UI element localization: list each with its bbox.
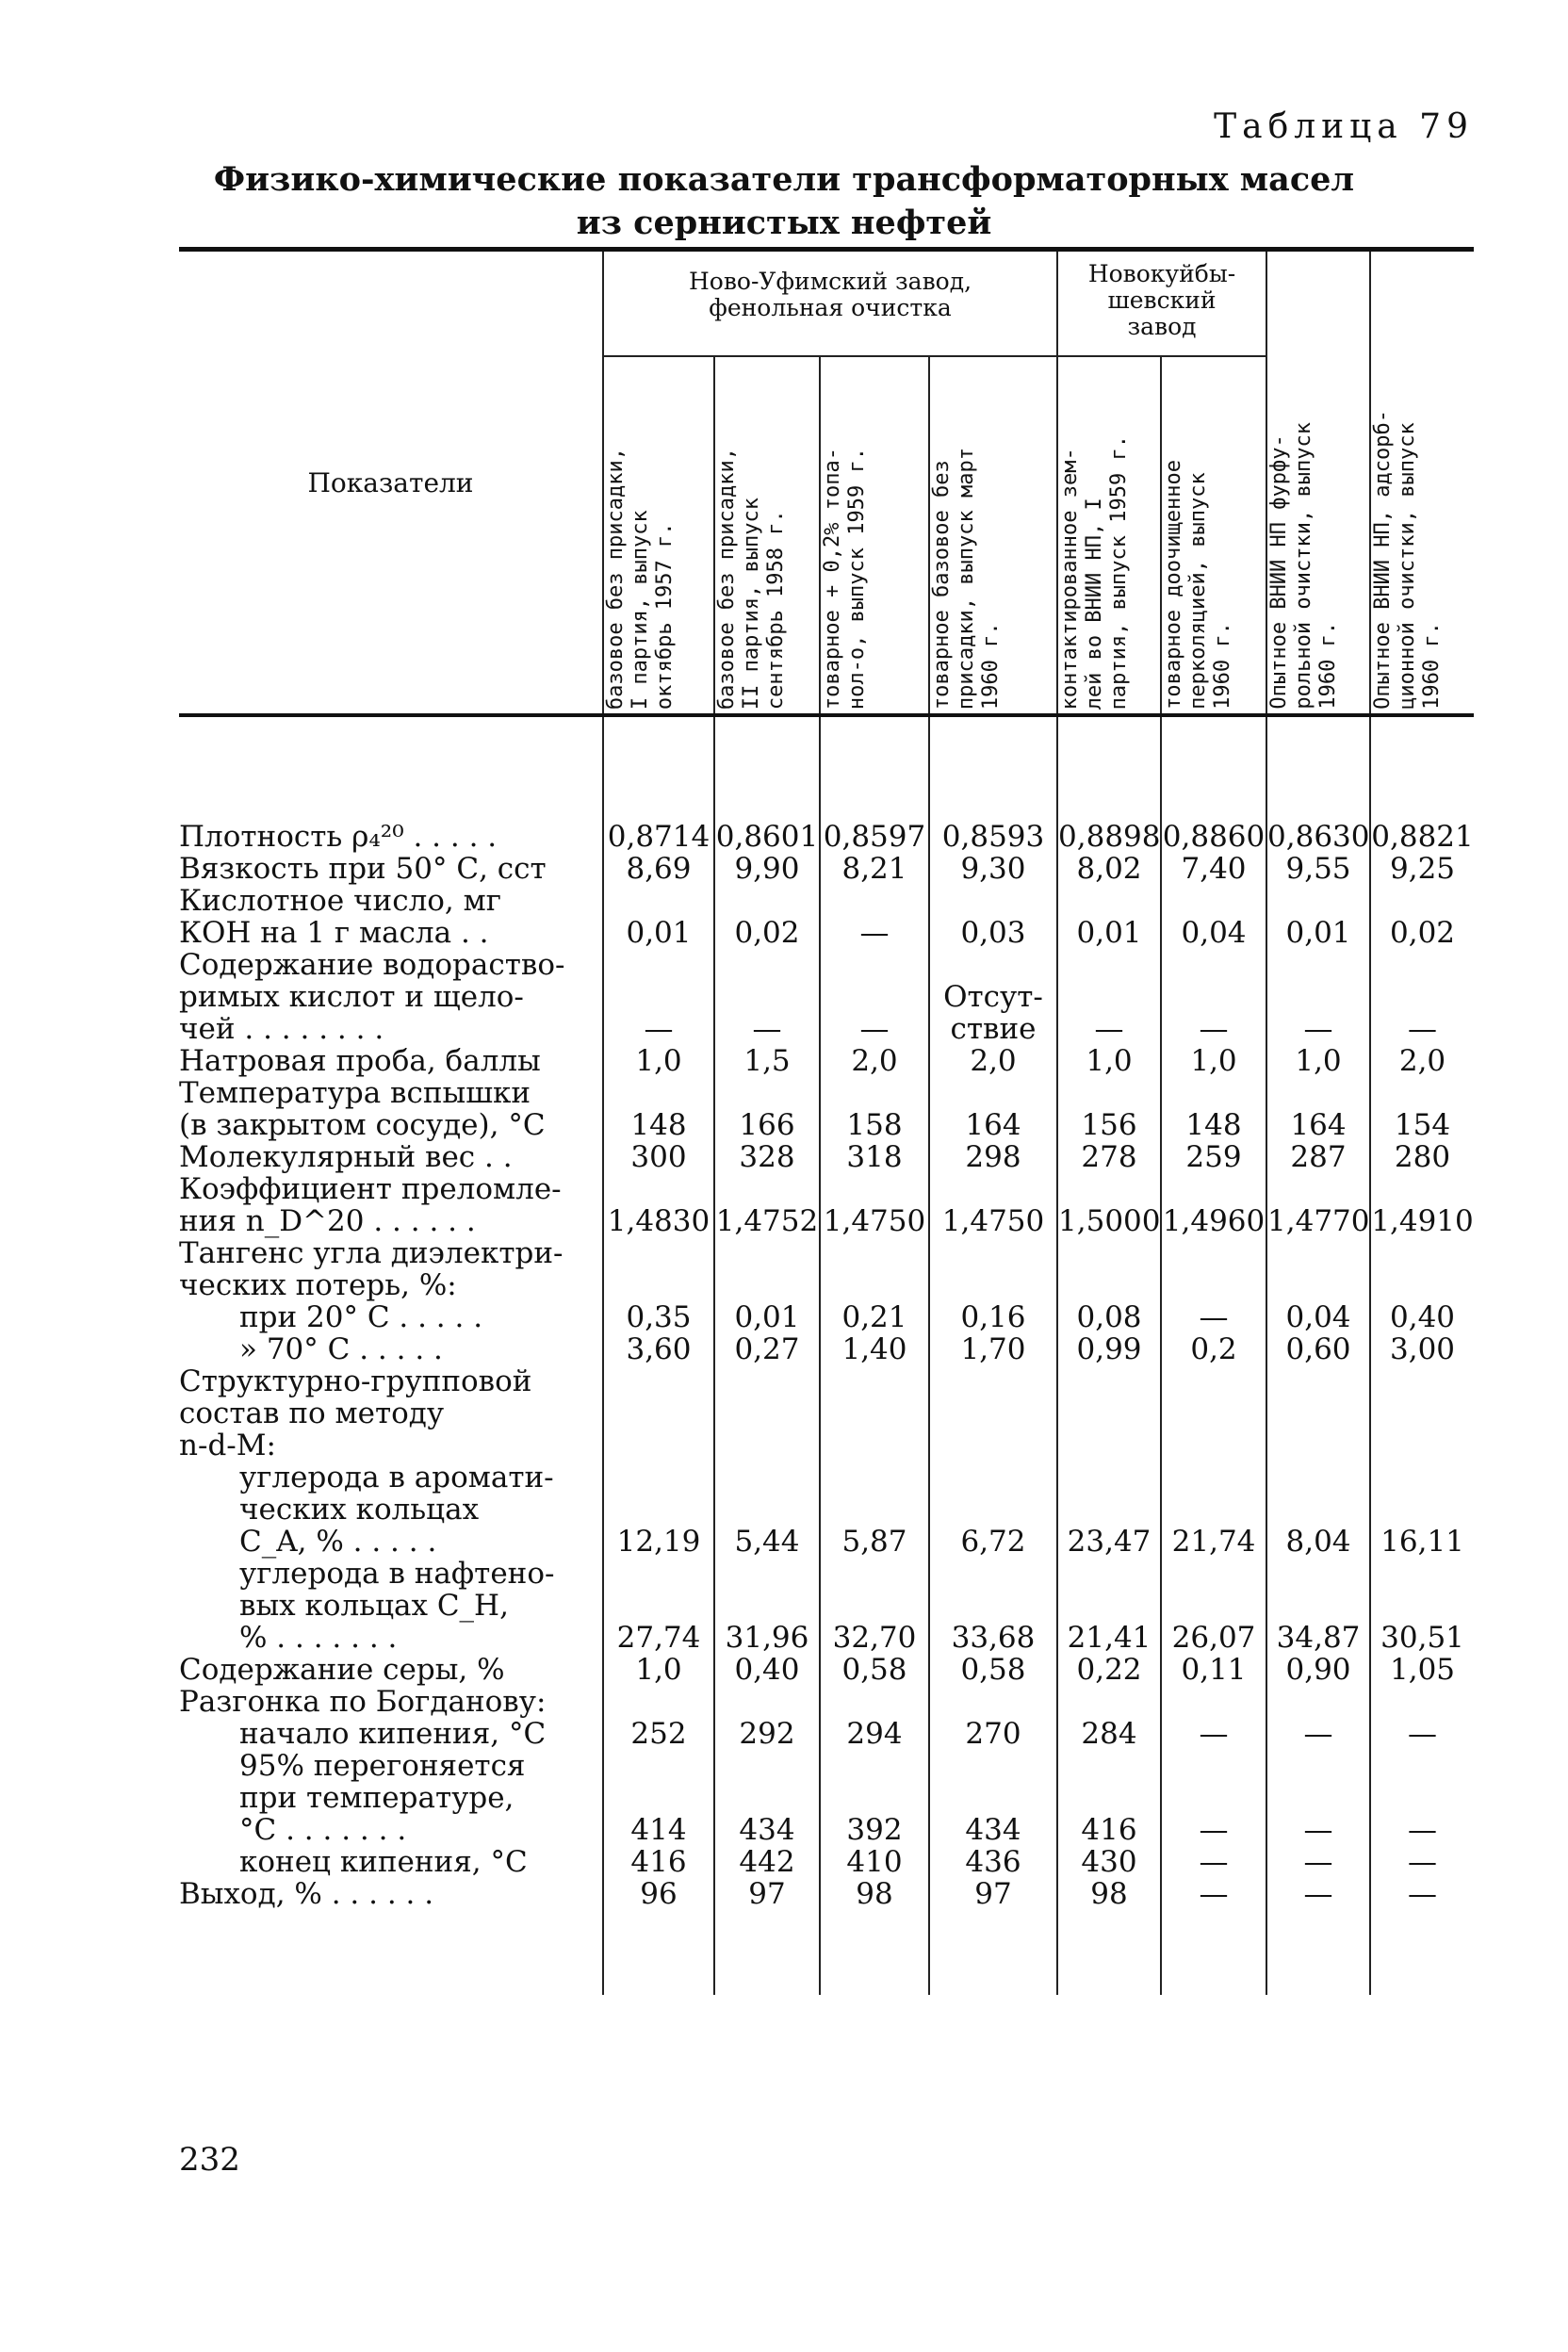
table-row [179, 821, 1474, 853]
cell-col-5: 284 [1057, 1686, 1161, 1750]
table-row [179, 1237, 1474, 1333]
cell-col-4: 33,68 [929, 1558, 1057, 1654]
row-label-line: » 70° С . . . . . [239, 1332, 443, 1366]
cell-col-4: 1,4750 [929, 1173, 1057, 1237]
cell-col-5: — [1057, 949, 1161, 1045]
title-line-2: из сернистых нефтей [576, 204, 992, 242]
row-label-line: Плотность ρ₄²⁰ . . . . . [179, 820, 498, 854]
cell-col-6: 0,8860 [1162, 820, 1266, 854]
cell-col-7: 9,55 [1266, 853, 1370, 885]
row-label [179, 1558, 603, 1654]
cell-col-7: — [1266, 1686, 1370, 1750]
cell-col-1: 96 [603, 1878, 714, 1910]
cell-col-8: 0,02 [1370, 885, 1474, 949]
table-row [179, 1045, 1474, 1077]
cell-col-1: 416 [603, 1846, 714, 1878]
row-label-line: Содержание серы, % [179, 1653, 505, 1687]
cell-col-4: 6,72 [929, 1462, 1057, 1558]
cell-col-2: 0,40 [714, 1654, 820, 1686]
title-line-1: Физико-химические показатели трансформаторных масел [213, 160, 1355, 199]
cell-col-8: 2,0 [1370, 1045, 1474, 1077]
row-label-line: % . . . . . . . [239, 1621, 398, 1655]
row-label [179, 949, 603, 1045]
cell-col-8: 9,25 [1370, 853, 1474, 885]
row-label [179, 1365, 603, 1462]
cell-col-7: — [1266, 1846, 1370, 1878]
row-label-line: 95% перегоняется [239, 1749, 526, 1783]
row-label-line: Вязкость при 50° С, сст [179, 852, 547, 886]
row-label [179, 1045, 603, 1077]
cell-col-6: — [1161, 1750, 1266, 1846]
cell-col-3: 410 [820, 1846, 929, 1878]
header-col-6: товарное доочищенное перколяцией, выпуск 1960 г. [1161, 356, 1266, 715]
row-label-line: начало кипения, °С [239, 1717, 547, 1751]
row-label-line: состав по методу [179, 1396, 445, 1430]
cell-col-5: 278 [1057, 1141, 1161, 1173]
cell-col-4: 0,16 [929, 1237, 1057, 1333]
table-row [179, 1686, 1474, 1750]
cell-col-5: 416 [1057, 1750, 1161, 1846]
cell-col-1: 0,35 [603, 1237, 714, 1333]
cell-col-5: 98 [1057, 1878, 1161, 1910]
cell-col-2: 0,02 [714, 885, 820, 949]
cell-col-2: 1,4752 [714, 1173, 820, 1237]
row-label-line: Тангенс угла диэлектри- [179, 1236, 564, 1270]
row-label-line: n-d-M: [179, 1429, 276, 1462]
cell-col-2 [714, 1365, 820, 1462]
cell-col-3: 8,21 [820, 853, 929, 885]
cell-col-1: 148 [603, 1077, 714, 1141]
row-label-line: Коэффициент преломле- [179, 1172, 562, 1206]
cell-col-6: — [1161, 1686, 1266, 1750]
table-row [179, 1141, 1474, 1173]
row-label-line: при температуре, [239, 1781, 514, 1815]
cell-col-2: 434 [714, 1750, 820, 1846]
cell-col-6: 1,4960 [1161, 1173, 1266, 1237]
row-label-line: Молекулярный вес . . [179, 1140, 513, 1174]
cell-col-4: 270 [929, 1686, 1057, 1750]
cell-col-1: 1,4830 [603, 1173, 714, 1237]
cell-col-8: 280 [1370, 1141, 1474, 1173]
cell-col-5: 0,08 [1057, 1237, 1161, 1333]
cell-col-8: 1,4910 [1370, 1173, 1474, 1237]
row-label [179, 1173, 603, 1237]
data-table [179, 247, 1474, 1995]
cell-col-7: 0,90 [1266, 1654, 1370, 1686]
cell-col-5: 0,22 [1057, 1654, 1161, 1686]
cell-col-5: 8,02 [1057, 853, 1161, 885]
cell-col-4: 2,0 [929, 1045, 1057, 1077]
cell-col-7: — [1266, 949, 1370, 1045]
header-col-7: Опытное ВНИИ НП фурфу- рольной очистки, выпуск 1960 г. [1266, 250, 1370, 716]
cell-col-7 [1266, 1365, 1370, 1462]
cell-col-2: 328 [714, 1141, 820, 1173]
cell-col-8: 154 [1370, 1077, 1474, 1141]
cell-col-4: 0,8593 [929, 821, 1057, 853]
cell-col-5: 1,0 [1057, 1045, 1161, 1077]
row-label [179, 821, 603, 853]
row-label-line: ческих потерь, %: [179, 1268, 457, 1302]
cell-col-4: Отсут- ствие [929, 949, 1057, 1045]
row-label [179, 853, 603, 885]
cell-col-8: 16,11 [1370, 1462, 1474, 1558]
cell-col-2: 97 [714, 1878, 820, 1910]
cell-col-3: 0,8597 [820, 821, 929, 853]
row-label [179, 1686, 603, 1750]
row-label-line: римых кислот и щело- [179, 980, 524, 1014]
cell-col-2: 442 [714, 1846, 820, 1878]
cell-col-8: — [1370, 1686, 1474, 1750]
cell-col-1: 0,8714 [603, 821, 714, 853]
cell-col-4: 9,30 [929, 853, 1057, 885]
cell-col-8: 3,00 [1370, 1333, 1474, 1365]
header-col-1: базовое без присадки, I партия, выпуск октябрь 1957 г. [603, 356, 714, 715]
cell-col-7: 0,60 [1266, 1333, 1370, 1365]
row-label [179, 1654, 603, 1686]
cell-col-4: 434 [929, 1750, 1057, 1846]
row-label [179, 1077, 603, 1141]
cell-col-3: 2,0 [820, 1045, 929, 1077]
cell-col-3 [820, 1365, 929, 1462]
row-label-line: Разгонка по Богданову: [179, 1685, 547, 1719]
row-label-line: при 20° С . . . . . [239, 1300, 483, 1334]
cell-col-7: 1,0 [1266, 1045, 1370, 1077]
row-label-line: Кислотное число, мг [179, 884, 501, 918]
cell-col-8: 0,8821 [1371, 820, 1474, 854]
row-label-line: С_A, % . . . . . [239, 1525, 437, 1559]
cell-col-5 [1057, 1365, 1161, 1462]
header-col-2: базовое без присадки, II партия, выпуск сентябрь 1958 г. [714, 356, 820, 715]
row-label [179, 1333, 603, 1365]
row-label-line: конец кипения, °С [239, 1845, 528, 1879]
cell-col-2: 5,44 [714, 1462, 820, 1558]
cell-col-4: 97 [929, 1878, 1057, 1910]
cell-col-5: 0,8898 [1058, 820, 1161, 854]
table-row [179, 1654, 1474, 1686]
header-col-3: товарное + 0,2% топа- нол-о, выпуск 1959 г. [820, 356, 929, 715]
row-label-line: ния n_D^20 . . . . . . [179, 1204, 476, 1238]
row-label-line: Структурно-групповой [179, 1364, 532, 1398]
cell-col-2: — [714, 949, 820, 1045]
table-row [179, 1077, 1474, 1141]
table-row [179, 949, 1474, 1045]
cell-col-1 [603, 1365, 714, 1462]
cell-col-6: — [1161, 1846, 1266, 1878]
table-row [179, 1878, 1474, 1910]
cell-col-8 [1370, 1365, 1474, 1462]
cell-col-4 [929, 1365, 1057, 1462]
row-label-line: Выход, % . . . . . . [179, 1877, 434, 1911]
cell-col-5: 156 [1057, 1077, 1161, 1141]
row-label-line: Температура вспышки [179, 1076, 531, 1110]
cell-col-7: 164 [1266, 1077, 1370, 1141]
cell-col-1: 3,60 [603, 1333, 714, 1365]
cell-col-3: 392 [820, 1750, 929, 1846]
row-label-line: (в закрытом сосуде), °С [179, 1108, 546, 1142]
cell-col-2: 9,90 [714, 853, 820, 885]
row-label-line: вых кольцах С_H, [239, 1589, 509, 1623]
cell-col-8: — [1370, 1846, 1474, 1878]
cell-col-3: 5,87 [820, 1462, 929, 1558]
cell-col-7: 0,04 [1266, 1237, 1370, 1333]
row-label [179, 1750, 603, 1846]
cell-col-7: — [1266, 1878, 1370, 1910]
cell-col-3: 98 [820, 1878, 929, 1910]
header-col-4: товарное базовое без присадки, выпуск март 1960 г. [929, 356, 1057, 715]
cell-col-2: 31,96 [714, 1558, 820, 1654]
header-group-novokuib: Новокуйбы- шевский завод [1057, 250, 1266, 357]
cell-col-8: 0,40 [1370, 1237, 1474, 1333]
cell-col-5: 23,47 [1057, 1462, 1161, 1558]
cell-col-8: 30,51 [1370, 1558, 1474, 1654]
table-caption: Таблица 79 [1214, 107, 1474, 146]
row-label [179, 1878, 603, 1910]
cell-col-3: 0,58 [820, 1654, 929, 1686]
table-row [179, 853, 1474, 885]
cell-col-2: 0,8601 [715, 820, 819, 854]
cell-col-3: 0,21 [820, 1237, 929, 1333]
cell-col-5: 430 [1057, 1846, 1161, 1878]
cell-col-4: 164 [929, 1077, 1057, 1141]
header-group-novoufa: Ново-Уфимский завод, фенольная очистка [603, 250, 1057, 357]
cell-col-1: 1,0 [603, 1045, 714, 1077]
cell-col-4: 298 [929, 1141, 1057, 1173]
cell-col-6: 0,2 [1161, 1333, 1266, 1365]
cell-col-6: 1,0 [1161, 1045, 1266, 1077]
table-row [179, 1173, 1474, 1237]
cell-col-3: — [820, 949, 929, 1045]
cell-col-1: 1,0 [603, 1654, 714, 1686]
header-col-8: Опытное ВНИИ НП, адсорб- ционной очистки, выпуск 1960 г. [1370, 250, 1474, 716]
cell-col-6: — [1161, 1878, 1266, 1910]
cell-col-2: 0,01 [714, 1237, 820, 1333]
table-row [179, 1333, 1474, 1365]
row-label-line: углерода в аромати- [239, 1461, 554, 1494]
cell-col-8: 1,05 [1370, 1654, 1474, 1686]
cell-col-3: 318 [820, 1141, 929, 1173]
cell-col-3: 32,70 [820, 1558, 929, 1654]
cell-col-6: 148 [1161, 1077, 1266, 1141]
row-label [179, 1846, 603, 1878]
row-label [179, 1237, 603, 1333]
row-label-line: °С . . . . . . . [239, 1813, 407, 1847]
cell-col-7: 34,87 [1266, 1558, 1370, 1654]
row-label-line: Содержание водораство- [179, 948, 565, 982]
table-body [179, 715, 1474, 1995]
row-label-line: ческих кольцах [239, 1493, 480, 1527]
cell-col-8: — [1370, 1878, 1474, 1910]
cell-col-6: 259 [1161, 1141, 1266, 1173]
cell-col-1: 252 [603, 1686, 714, 1750]
table-row [179, 1750, 1474, 1846]
row-label [179, 1141, 603, 1173]
cell-col-1: 0,01 [603, 885, 714, 949]
table-row [179, 1558, 1474, 1654]
cell-col-3: — [820, 885, 929, 949]
cell-col-3: 1,40 [820, 1333, 929, 1365]
page-number: 232 [179, 2141, 240, 2179]
table-row [179, 1846, 1474, 1878]
row-label-line: углерода в нафтено- [239, 1557, 555, 1591]
header-col-5: контактированное зем- лей во ВНИИ НП, I партия, выпуск 1959 г. [1057, 356, 1161, 715]
cell-col-6: 26,07 [1161, 1558, 1266, 1654]
cell-col-7: 0,01 [1266, 885, 1370, 949]
cell-col-7: 287 [1266, 1141, 1370, 1173]
cell-col-6: 0,11 [1161, 1654, 1266, 1686]
cell-col-2: 1,5 [714, 1045, 820, 1077]
cell-col-1: 414 [603, 1750, 714, 1846]
cell-col-4: 0,58 [929, 1654, 1057, 1686]
row-label [179, 1462, 603, 1558]
cell-col-7: — [1266, 1750, 1370, 1846]
cell-col-2: 292 [714, 1686, 820, 1750]
cell-col-5: 0,01 [1057, 885, 1161, 949]
cell-col-7: 8,04 [1266, 1462, 1370, 1558]
cell-col-1: 8,69 [603, 853, 714, 885]
cell-col-1: 300 [603, 1141, 714, 1173]
row-label [179, 885, 603, 949]
cell-col-6 [1161, 1365, 1266, 1462]
table-title [0, 158, 1568, 245]
cell-col-1: 12,19 [603, 1462, 714, 1558]
cell-col-8: — [1370, 949, 1474, 1045]
row-label-line: Натровая проба, баллы [179, 1044, 541, 1078]
cell-col-1: 27,74 [603, 1558, 714, 1654]
header-pokazateli: Показатели [179, 250, 603, 716]
cell-col-5: 21,41 [1057, 1558, 1161, 1654]
cell-col-1: — [603, 949, 714, 1045]
row-label-line: чей . . . . . . . . [179, 1012, 384, 1046]
table-row [179, 1462, 1474, 1558]
cell-col-3: 158 [820, 1077, 929, 1141]
row-label-line: КОН на 1 г масла . . [179, 916, 489, 950]
cell-col-4: 1,70 [929, 1333, 1057, 1365]
cell-col-5: 0,99 [1057, 1333, 1161, 1365]
cell-col-3: 1,4750 [820, 1173, 929, 1237]
table-row [179, 885, 1474, 949]
cell-col-6: — [1161, 1237, 1266, 1333]
cell-col-5: 1,5000 [1057, 1173, 1161, 1237]
cell-col-6: — [1161, 949, 1266, 1045]
cell-col-6: 21,74 [1161, 1462, 1266, 1558]
cell-col-3: 294 [820, 1686, 929, 1750]
table-row [179, 1365, 1474, 1462]
data-table-container [179, 247, 1474, 1995]
cell-col-6: 0,04 [1161, 885, 1266, 949]
cell-col-2: 166 [714, 1077, 820, 1141]
cell-col-7: 1,4770 [1266, 1173, 1370, 1237]
cell-col-6: 7,40 [1161, 853, 1266, 885]
cell-col-8: — [1370, 1750, 1474, 1846]
cell-col-4: 0,03 [929, 885, 1057, 949]
cell-col-4: 436 [929, 1846, 1057, 1878]
cell-col-7: 0,8630 [1267, 820, 1370, 854]
cell-col-2: 0,27 [714, 1333, 820, 1365]
